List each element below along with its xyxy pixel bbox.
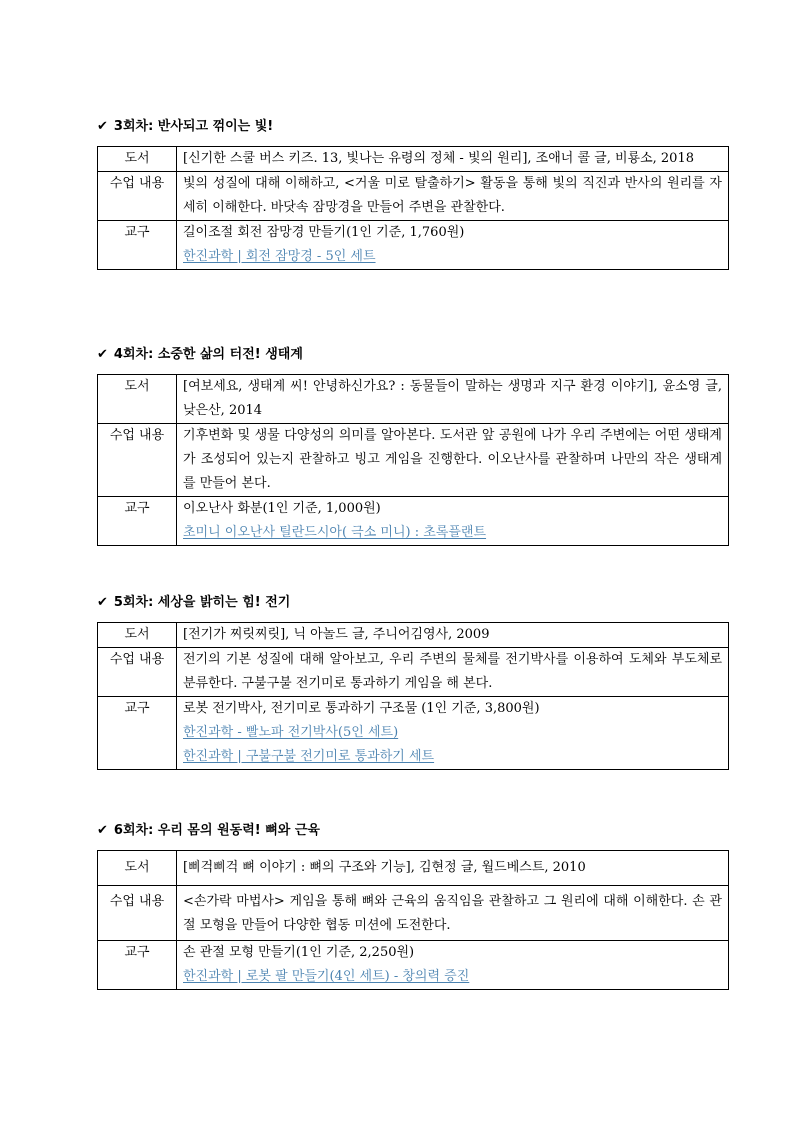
tools-text: 이오난사 화분(1인 기준, 1,000원)	[183, 501, 381, 516]
session-6-table	[97, 850, 729, 990]
product-link[interactable]: 초미니 이오난사 틸란드시아( 극소 미니) : 초록플랜트	[183, 525, 487, 540]
session-4-table	[97, 374, 729, 546]
checkmark-icon: ✔	[97, 823, 108, 838]
class-text: 기후변화 및 생물 다양성의 의미를 알아본다. 도서관 앞 공원에 나가 우리 주변에는 어떤 생태계가 조성되어 있는지 관찰하고 빙고 게임을 진행한다. 이오난사를 관찰하며 나만의 작은 생태계를 만들어 본다.	[177, 424, 729, 497]
book-row	[98, 375, 729, 424]
session-title: 4회차: 소중한 삶의 터전! 생태계	[113, 347, 303, 362]
session-5-heading	[97, 592, 729, 614]
tools-label: 교구	[98, 497, 177, 546]
session-3-heading	[97, 116, 729, 138]
session-title: 3회차: 반사되고 꺾이는 빛!	[113, 119, 274, 134]
session-6-section	[97, 820, 729, 990]
session-6-heading	[97, 820, 729, 842]
session-3-section	[97, 116, 729, 270]
tools-cell	[177, 497, 729, 546]
session-3-table	[97, 146, 729, 270]
tools-row	[98, 221, 729, 270]
tools-row	[98, 497, 729, 546]
book-label: 도서	[98, 623, 177, 648]
tools-cell	[177, 941, 729, 990]
class-row	[98, 648, 729, 697]
session-4-heading	[97, 344, 729, 366]
class-label: 수업 내용	[98, 172, 177, 221]
product-link[interactable]: 한진과학 | 회전 잠망경 - 5인 세트	[183, 249, 376, 264]
book-text: [삐걱삐걱 뼈 이야기 : 뼈의 구조와 기능], 김현정 글, 월드베스트, 2010	[177, 851, 729, 886]
book-row	[98, 147, 729, 172]
book-row	[98, 623, 729, 648]
session-5-section	[97, 592, 729, 770]
book-text: [여보세요, 생태계 씨! 안녕하신가요? : 동물들이 말하는 생명과 지구 환경 이야기], 윤소영 글, 낮은산, 2014	[177, 375, 729, 424]
checkmark-icon: ✔	[97, 119, 108, 134]
class-label: 수업 내용	[98, 886, 177, 941]
class-text: <손가락 마법사> 게임을 통해 뼈와 근육의 움직임을 관찰하고 그 원리에 대해 이해한다. 손 관절 모형을 만들어 다양한 협동 미션에 도전한다.	[177, 886, 729, 941]
tools-text: 길이조절 회전 잠망경 만들기(1인 기준, 1,760원)	[183, 225, 465, 240]
tools-label: 교구	[98, 697, 177, 770]
class-row	[98, 424, 729, 497]
class-label: 수업 내용	[98, 648, 177, 697]
class-row	[98, 172, 729, 221]
product-link[interactable]: 한진과학 | 로봇 팔 만들기(4인 세트) - 창의력 증진	[183, 969, 470, 984]
class-label: 수업 내용	[98, 424, 177, 497]
book-text: [전기가 찌릿찌릿], 닉 아놀드 글, 주니어김영사, 2009	[177, 623, 729, 648]
tools-cell	[177, 697, 729, 770]
session-title: 5회차: 세상을 밝히는 힘! 전기	[113, 595, 291, 610]
product-link[interactable]: 한진과학 | 구불구불 전기미로 통과하기 세트	[183, 749, 435, 764]
tools-cell	[177, 221, 729, 270]
tools-text: 손 관절 모형 만들기(1인 기준, 2,250원)	[183, 945, 415, 960]
tools-row	[98, 697, 729, 770]
book-label: 도서	[98, 147, 177, 172]
book-text: [신기한 스쿨 버스 키즈. 13, 빛나는 유령의 정체 - 빛의 원리], 조애너 콜 글, 비룡소, 2018	[177, 147, 729, 172]
class-row	[98, 886, 729, 941]
book-row	[98, 851, 729, 886]
session-5-table	[97, 622, 729, 770]
checkmark-icon: ✔	[97, 595, 108, 610]
tools-text: 로봇 전기박사, 전기미로 통과하기 구조물 (1인 기준, 3,800원)	[183, 701, 540, 716]
tools-row	[98, 941, 729, 990]
session-4-section	[97, 344, 729, 546]
class-text: 전기의 기본 성질에 대해 알아보고, 우리 주변의 물체를 전기박사를 이용하여 도체와 부도체로 분류한다. 구불구불 전기미로 통과하기 게임을 해 본다.	[177, 648, 729, 697]
tools-label: 교구	[98, 941, 177, 990]
product-link[interactable]: 한진과학 - 빨노파 전기박사(5인 세트)	[183, 725, 399, 740]
book-label: 도서	[98, 375, 177, 424]
session-title: 6회차: 우리 몸의 원동력! 뼈와 근육	[113, 823, 320, 838]
tools-label: 교구	[98, 221, 177, 270]
class-text: 빛의 성질에 대해 이해하고, <거울 미로 탈출하기> 활동을 통해 빛의 직진과 반사의 원리를 자세히 이해한다. 바닷속 잠망경을 만들어 주변을 관찰한다.	[177, 172, 729, 221]
book-label: 도서	[98, 851, 177, 886]
checkmark-icon: ✔	[97, 347, 108, 362]
